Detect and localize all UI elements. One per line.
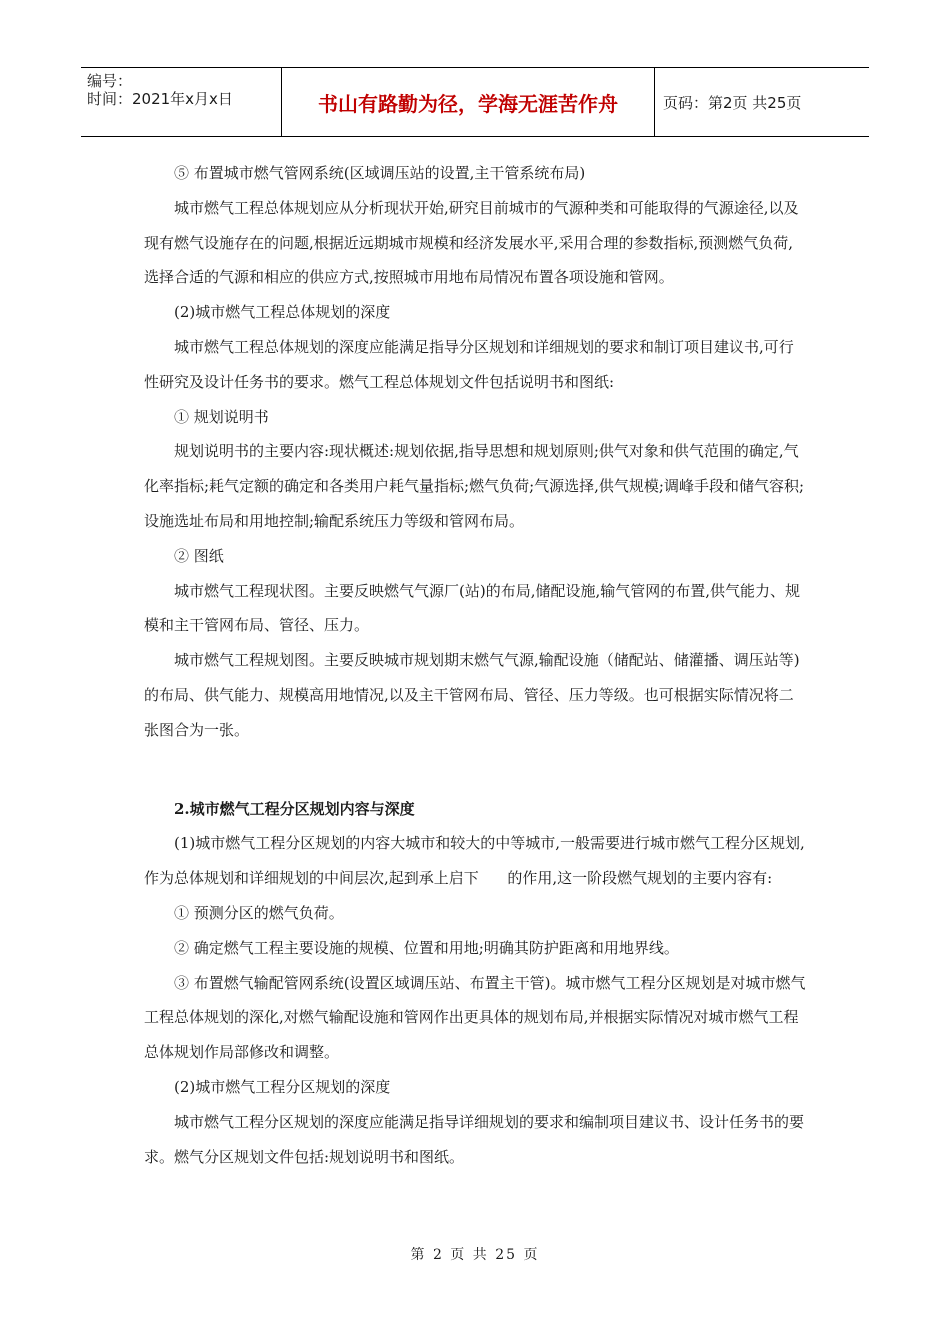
header-meta xyxy=(81,68,281,136)
paragraph: 城市燃气工程现状图。主要反映燃气气源厂(站)的布局,储配设施,输气管网的布置,供气能力、规模和主干管网布局、管径、压力。 xyxy=(144,581,801,635)
paragraph: 城市燃气工程总体规划的深度应能满足指导分区规划和详细规划的要求和制订项目建议书,可行性研究及设计任务书的要求。燃气工程总体规划文件包括说明书和图纸: xyxy=(144,337,794,391)
section-spacer xyxy=(144,748,806,792)
paragraph: (2)城市燃气工程分区规划的深度 xyxy=(174,1077,391,1096)
paragraph: ⑤ 布置城市燃气管网系统(区域调压站的设置,主干管系统布局) xyxy=(174,164,586,182)
header-motto: 书山有路勤为径，学海无涯苦作舟 xyxy=(281,68,655,136)
paragraph: 城市燃气工程分区规划的深度应能满足指导详细规划的要求和编制项目建议书、设计任务书的要求。燃气分区规划文件包括:规划说明书和图纸。 xyxy=(144,1112,805,1166)
time-label: 时间：2021年x月x日 xyxy=(87,90,233,108)
page-header xyxy=(81,67,869,137)
paragraph: ② 确定燃气工程主要设施的规模、位置和用地;明确其防护距离和用地界线。 xyxy=(174,938,679,957)
number-label: 编号： xyxy=(87,72,133,90)
paragraph: 规划说明书的主要内容:现状概述:规划依据,指导思想和规划原则;供气对象和供气范围的确定,气化率指标;耗气定额的确定和各类用户耗气量指标;燃气负荷;气源选择,供气规模;调峰手段和储气容积;设施选址布局和用地控制;输配系统压力等级和管网布局。 xyxy=(144,442,805,530)
section-heading: 2.城市燃气工程分区规划内容与深度 xyxy=(174,799,415,818)
paragraph: (1)城市燃气工程分区规划的内容大城市和较大的中等城市,一般需要进行城市燃气工程分区规划,作为总体规划和详细规划的中间层次,起到承上启下 的作用,这一阶段燃气规划的主要内容有: xyxy=(144,834,805,888)
paragraph: (2)城市燃气工程总体规划的深度 xyxy=(174,303,391,322)
page-footer: 第 2 页 共 25 页 xyxy=(410,1247,540,1263)
paragraph: ③ 布置燃气输配管网系统(设置区域调压站、布置主干管)。城市燃气工程分区规划是对城市燃气工程总体规划的深化,对燃气输配设施和管网作出更具体的规划布局,并根据实际情况对城市燃气工程总体规划作局部修改和调整。 xyxy=(144,973,806,1062)
header-page-info: 页码：第2页 共25页 xyxy=(663,93,802,112)
paragraph: ① 规划说明书 xyxy=(174,407,269,426)
paragraph: 城市燃气工程总体规划应从分析现状开始,研究目前城市的气源种类和可能取得的气源途径,以及现有燃气设施存在的问题,根据近远期城市规模和经济发展水平,采用合理的参数指标,预测燃气负荷,选择合适的气源和相应的供应方式,按照城市用地布局情况布置各项设施和管网。 xyxy=(144,198,799,287)
document-body xyxy=(144,156,806,1174)
paragraph: 城市燃气工程规划图。主要反映城市规划期末燃气气源,输配设施（储配站、储灌播、调压站等)的布局、供气能力、规模高用地情况,以及主干管网布局、管径、压力等级。也可根据实际情况将二张图合为一张。 xyxy=(144,651,800,739)
paragraph: ① 预测分区的燃气负荷。 xyxy=(174,903,344,922)
paragraph: ② 图纸 xyxy=(174,546,224,565)
